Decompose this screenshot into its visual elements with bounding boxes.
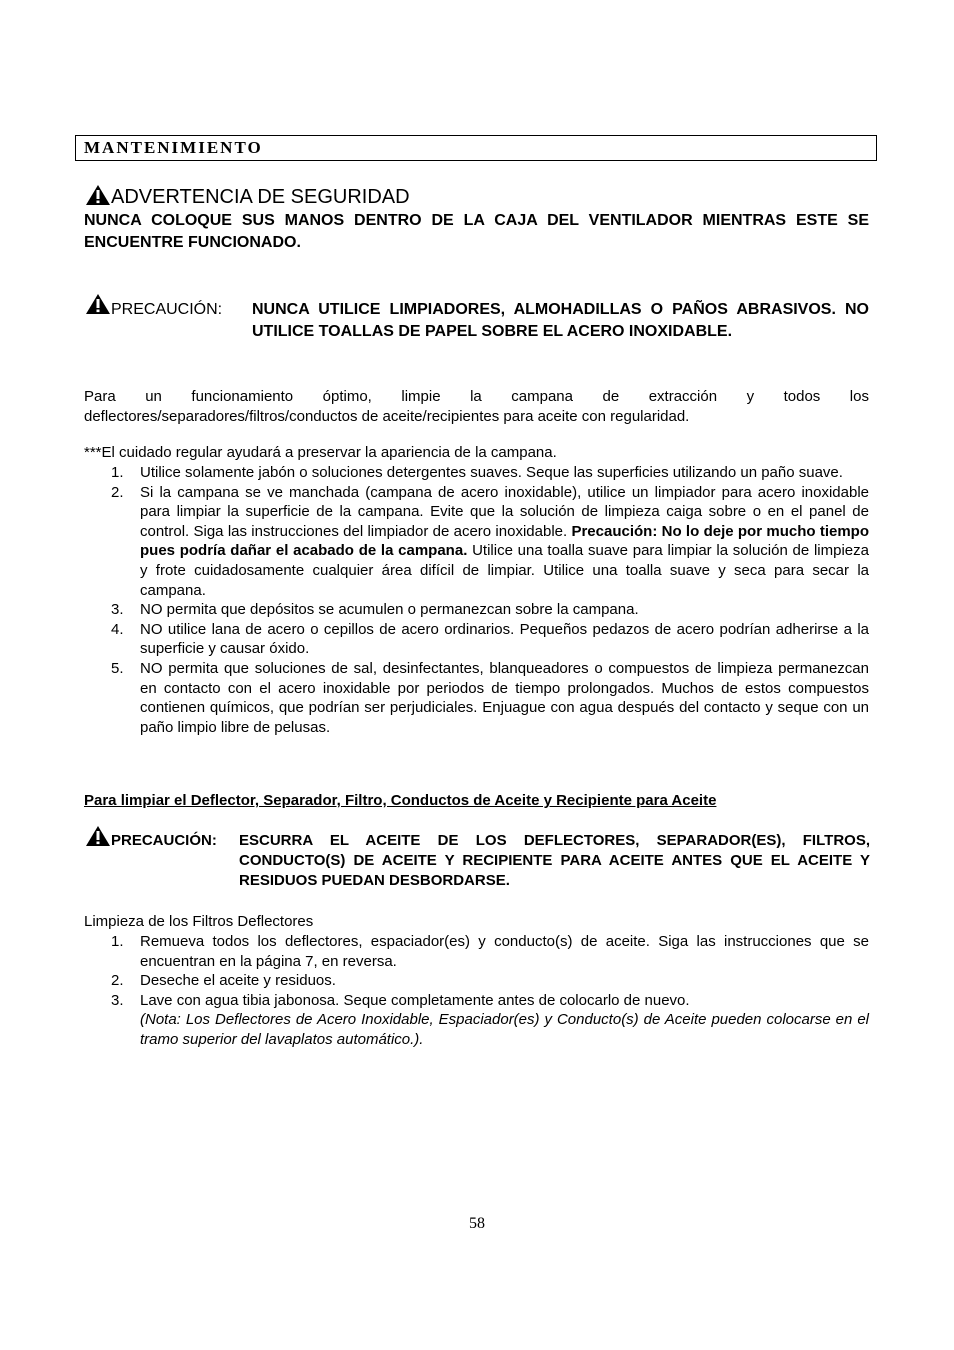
list-number: 1. [111,464,124,481]
list-text: NO utilice lana de acero o cepillos de acero ordinarios. Pequeños pedazos de acero podrían adherirse a la superficie y causar óxido. [140,620,869,658]
safety-warning-body: NUNCA COLOQUE SUS MANOS DENTRO DE LA CAJA DEL VENTILADOR MIENTRAS ESTE SE ENCUENTRE FUNCIONADO. [84,212,869,251]
intro-paragraph [84,387,869,427]
list-number: 2. [111,972,124,990]
safety-warning-title-text: ADVERTENCIA DE SEGURIDAD [111,186,410,208]
intro-line-1: Para un funcionamiento óptimo, limpie la campana de extracción y todos los [84,388,869,405]
care-note: ***El cuidado regular ayudará a preservar la apariencia de la campana. [84,444,557,461]
list-number: 2. [111,483,124,501]
list-text-part: Utilice una toalla suave para limpiar la solución de limpieza y frote cuidadosamente cualquier área difícil de limpiar. Utilice una toalla suave y seca para secar la campana. [140,542,869,599]
list-number: 3. [111,601,124,619]
list-note: (Nota: Los Deflectores de Acero Inoxidable, Espaciador(es) y Conducto(s) de Aceite pueden colocarse en el tramo superior del lavaplatos automático.). [140,1011,869,1048]
list-number: 5. [111,659,124,677]
warning-triangle-icon [85,293,111,315]
list-text-part: Lave con agua tibia jabonosa. Seque completamente antes de colocarlo de nuevo. [140,991,690,1009]
filter-steps-list [84,932,869,1050]
list-number: 1. [111,933,124,950]
warning-triangle-icon [85,825,111,847]
list-item [84,483,869,601]
list-text-part: Si la campana se ve manchada (campana de acero inoxidable), utilice un limpiador para acero inoxidable para limpiar la superficie de la campana. Evite que la solución de limpieza caiga sobre o en el panel de control. Siga las instrucciones del limpiador de acero inoxidable. [140,483,869,540]
list-item [84,932,869,971]
list-text: NO permita que soluciones de sal, desinfectantes, blanqueadores o compuestos de limpieza permanezcan en contacto con el acero inoxidable por periodos de tiempo prolongados. Muchos de estos compuestos contienen químicos, que podrían ser perjudiciales. Enjuague con agua después del contacto y seque con un paño limpio libre de pelusas. [140,659,869,736]
list-text [140,991,869,1050]
intro-line-2: deflectores/separadores/filtros/conductos de aceite/recipientes para aceite con regularidad. [84,408,690,425]
caution-text: NUNCA UTILICE LIMPIADORES, ALMOHADILLAS O PAÑOS ABRASIVOS. NO UTILICE TOALLAS DE PAPEL SOBRE EL ACERO INOXIDABLE. [252,301,869,340]
caution-block-1 [85,299,869,343]
cleaning-subheading: Para limpiar el Deflector, Separador, Filtro, Conductos de Aceite y Recipiente para Aceite [84,792,717,809]
caution-block-2 [85,831,870,891]
filters-heading: Limpieza de los Filtros Deflectores [84,913,314,930]
page-number: 58 [469,1215,485,1232]
care-steps-list [84,463,869,737]
safety-warning-title [85,184,410,210]
list-number: 4. [111,620,124,638]
list-text-caution: Precaución: No lo deje por mucho tiempo pues podría dañar el acabado de la campana. [140,522,869,560]
list-item [84,991,869,1050]
list-item [84,463,869,483]
list-text: Utilice solamente jabón o soluciones detergentes suaves. Seque las superficies utilizando un paño suave. [140,464,843,481]
list-number: 3. [111,991,124,1009]
list-item [84,620,869,659]
caution-label: PRECAUCIÓN: [111,301,223,318]
list-item [84,600,869,620]
caution-label: PRECAUCIÓN: [111,832,217,849]
warning-triangle-icon [85,184,111,206]
list-text: Remueva todos los deflectores, espaciador(es) y conducto(s) de aceite. Siga las instrucciones que se encuentran en la página 7, en reversa. [140,933,869,970]
caution-text: ESCURRA EL ACEITE DE LOS DEFLECTORES, SEPARADOR(ES), FILTROS, CONDUCTO(S) DE ACEITE Y RECIPIENTE PARA ACEITE ANTES QUE EL ACEITE Y RESIDUOS PUEDAN DESBORDARSE. [239,832,870,889]
list-text: NO permita que depósitos se acumulen o permanezcan sobre la campana. [140,601,639,619]
list-text: Deseche el aceite y residuos. [140,972,336,990]
list-item [84,659,869,737]
section-title: MANTENIMIENTO [75,135,877,161]
list-item [84,971,869,991]
list-text [140,483,869,601]
